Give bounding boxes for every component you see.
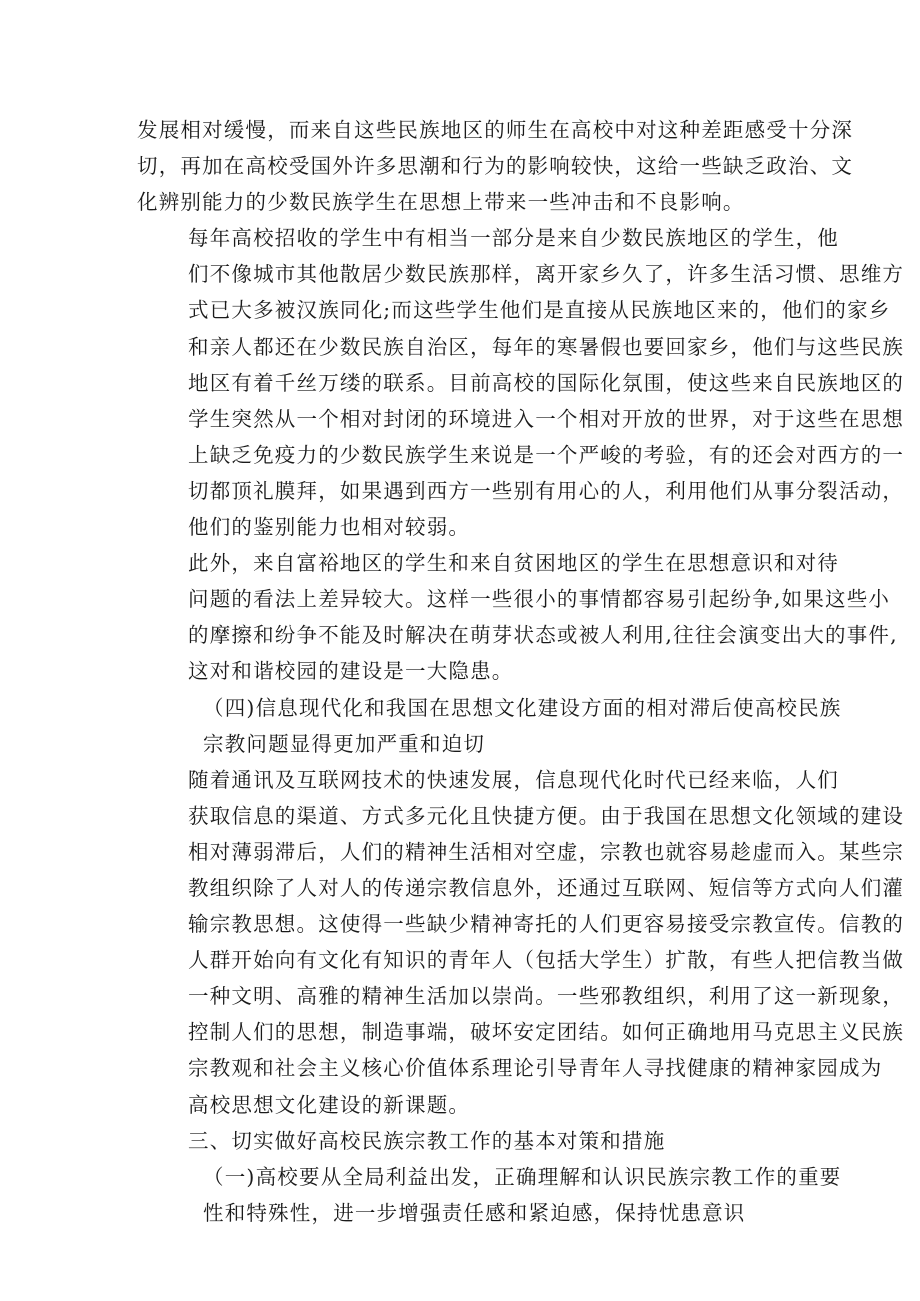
text-line: 教组织除了人对人的传递宗教信息外，还通过互联网、短信等方式向人们灌	[188, 875, 905, 900]
text-line: 上缺乏免疫力的少数民族学生来说是一个严峻的考验，有的还会对西方的一	[188, 442, 905, 467]
text-line: 相对薄弱滞后，人们的精神生活相对空虚，宗教也就容易趁虚而入。某些宗	[188, 839, 905, 864]
text-line: 式已大多被汉族同化;而这些学生他们是直接从民族地区来的，他们的家乡	[188, 298, 891, 323]
text-line: 们不像城市其他散居少数民族那样，离开家乡久了，许多生活习惯、思维方	[188, 262, 905, 287]
text-line: 发展相对缓慢，而来自这些民族地区的师生在高校中对这种差距感受十分深	[137, 118, 854, 142]
text-line: 获取信息的渠道、方式多元化且快捷方便。由于我国在思想文化领域的建设	[188, 803, 905, 828]
text-line: 宗教问题显得更加严重和迫切	[203, 731, 486, 756]
text-line: （一)高校要从全局利益出发，正确理解和认识民族宗教工作的重要	[203, 1164, 842, 1189]
paragraph-p6	[137, 1123, 801, 1159]
text-line: 和亲人都还在少数民族自治区，每年的寒暑假也要回家乡，他们与这些民族	[188, 334, 905, 359]
text-line: 高校思想文化建设的新课题。	[188, 1092, 471, 1117]
text-line: 他们的鉴别能力也相对较弱。	[188, 515, 471, 540]
text-line: 三、切实做好高校民族宗教工作的基本对策和措施	[188, 1128, 666, 1153]
text-line: 切，再加在高校受国外许多思潮和行为的影响较快，这给一些缺乏政治、文	[137, 154, 854, 179]
text-line: 输宗教思想。这使得一些缺少精神寄托的人们更容易接受宗教宣传。信教的	[188, 912, 905, 937]
text-line: （四)信息现代化和我国在思想文化建设方面的相对滞后使高校民族	[203, 695, 842, 720]
paragraph-p3	[137, 545, 898, 689]
text-line: 此外，来自富裕地区的学生和来自贫困地区的学生在思想意识和对待	[188, 551, 839, 576]
paragraph-p1	[137, 112, 854, 220]
text-line: 人群开始向有文化有知识的青年人（包括大学生）扩散，有些人把信教当做	[188, 948, 905, 973]
text-line: 一种文明、高雅的精神生活加以崇尚。一些邪教组织，利用了这一新现象，	[188, 984, 905, 1009]
text-line: 地区有着千丝万缕的联系。目前高校的国际化氛围，使这些来自民族地区的	[188, 370, 905, 395]
text-line: 控制人们的思想，制造事端，破坏安定团结。如何正确地用马克思主义民族	[188, 1020, 905, 1045]
text-line: 性和特殊性，进一步增强责任感和紧迫感，保持忧患意识	[203, 1200, 746, 1225]
paragraph-p5	[137, 762, 905, 1123]
text-line: 切都顶礼膜拜，如果遇到西方一些别有用心的人，利用他们从事分裂活动，	[188, 478, 905, 503]
text-line: 每年高校招收的学生中有相当一部分是来自少数民族地区的学生，他	[188, 226, 839, 251]
paragraph-p7	[137, 1159, 842, 1231]
paragraph-p2	[137, 220, 905, 545]
text-line: 问题的看法上差异较大。这样一些很小的事情都容易引起纷争,如果这些小	[188, 587, 891, 612]
text-line: 随着通讯及互联网技术的快速发展，信息现代化时代已经来临，人们	[188, 767, 839, 792]
text-line: 化辨别能力的少数民族学生在思想上带来一些冲击和不良影响。	[137, 190, 745, 215]
paragraph-p4	[137, 690, 842, 762]
text-line: 的摩擦和纷争不能及时解决在萌芽状态或被人利用,往往会演变出大的事件,	[188, 623, 898, 648]
text-line: 学生突然从一个相对封闭的环境进入一个相对开放的世界，对于这些在思想	[188, 406, 905, 431]
text-line: 这对和谐校园的建设是一大隐患。	[188, 659, 514, 684]
text-line: 宗教观和社会主义核心价值体系理论引导青年人寻找健康的精神家园成为	[188, 1056, 883, 1081]
document-body	[137, 112, 905, 1231]
